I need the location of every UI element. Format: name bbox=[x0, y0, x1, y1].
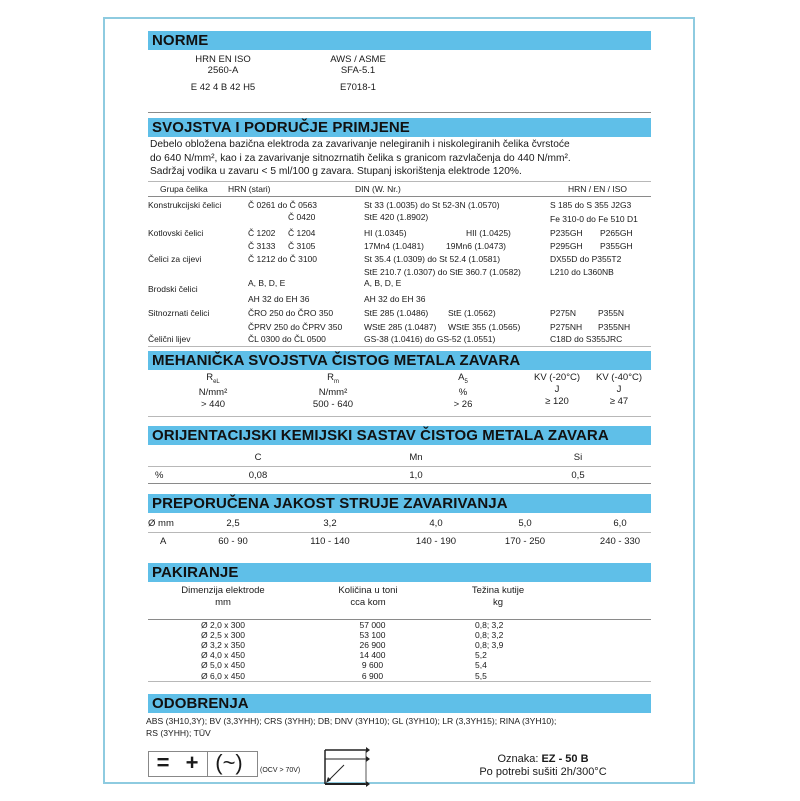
packing-col-qty bbox=[318, 585, 418, 609]
packing-col-dim bbox=[163, 585, 283, 609]
packing-row bbox=[148, 671, 651, 681]
chem-value: 0,08 bbox=[248, 469, 268, 481]
current-diameter: 4,0 bbox=[429, 517, 443, 529]
datasheet bbox=[148, 31, 651, 789]
steel-group: Kotlovski čelici bbox=[148, 227, 204, 238]
current-amps: 60 - 90 bbox=[218, 535, 248, 547]
mech-value: ≥ 120 bbox=[545, 395, 569, 407]
chem-element: C bbox=[254, 451, 262, 463]
mech-subscript: 5 bbox=[464, 378, 468, 385]
packing-qty: 57 000 bbox=[359, 619, 386, 630]
steel-table-body bbox=[148, 197, 651, 342]
steel-iso: P275N bbox=[550, 307, 576, 318]
packing-header bbox=[148, 582, 651, 619]
packing-weight: 0,8; 3,2 bbox=[475, 629, 504, 640]
dc-current-icon: = bbox=[156, 749, 170, 775]
packing-col-weight bbox=[458, 585, 538, 609]
current-amp-label: A bbox=[160, 535, 167, 547]
norme-hrn-value: E 42 4 B 42 H5 bbox=[190, 82, 256, 93]
description bbox=[148, 137, 651, 181]
current-diameter: 3,2 bbox=[323, 517, 337, 529]
description-line: Sadržaj vodika u zavaru < 5 ml/100 g zavara. Stupanj iskorištenja elektrode 120%. bbox=[150, 166, 522, 177]
section-odobrenja-title: ODOBRENJA bbox=[148, 694, 651, 713]
mech-value: > 26 bbox=[453, 399, 473, 411]
mech-unit: N/mm² bbox=[318, 387, 348, 399]
current-diameter: 2,5 bbox=[226, 517, 240, 529]
section-mehanicka-title: MEHANIČKA SVOJSTVA ČISTOG METALA ZAVARA bbox=[148, 351, 651, 370]
mech-unit: J bbox=[554, 383, 560, 395]
steel-hrn: Č 0420 bbox=[288, 211, 316, 222]
steel-din: StE 285 (1.0486) bbox=[364, 307, 429, 318]
mech-symbol: A bbox=[458, 371, 465, 383]
ac-current-icon: (~) bbox=[215, 749, 243, 775]
col-header-iso: HRN / EN / ISO bbox=[568, 183, 628, 194]
packing-row bbox=[148, 640, 651, 650]
mech-unit: J bbox=[616, 383, 622, 395]
steel-din: St 33 (1.0035) do St 52-3N (1.0570) bbox=[364, 199, 500, 210]
section-kemijski-title: ORIJENTACIJSKI KEMIJSKI SASTAV ČISTOG METALA ZAVARA bbox=[148, 426, 651, 445]
steel-group: Čelični lijev bbox=[148, 333, 191, 344]
packing-row bbox=[148, 650, 651, 660]
mech-unit: % bbox=[458, 387, 468, 399]
packing-row bbox=[148, 660, 651, 670]
divider bbox=[148, 532, 651, 533]
packing-weight: 5,4 bbox=[475, 660, 487, 671]
chem-value: 1,0 bbox=[409, 469, 423, 481]
packing-qty: 26 900 bbox=[359, 639, 386, 650]
packing-qty: 9 600 bbox=[361, 660, 384, 671]
steel-din: HI (1.0345) bbox=[364, 227, 407, 238]
steel-group: Sitnozrnati čelici bbox=[148, 307, 210, 318]
mech-symbol: KV (-40°C) bbox=[595, 371, 643, 383]
steel-din: WStE 355 (1.0565) bbox=[448, 321, 521, 332]
packing-dim: Ø 4,0 x 450 bbox=[201, 650, 245, 661]
packing-col-title: Dimenzija elektrode bbox=[181, 584, 265, 596]
steel-iso: P355NH bbox=[598, 321, 631, 332]
designation-value: EZ - 50 B bbox=[541, 752, 589, 765]
mech-col-rel bbox=[178, 372, 248, 412]
packing-weight: 0,8; 3,9 bbox=[475, 639, 504, 650]
steel-table-header bbox=[148, 182, 651, 196]
mech-subscript: m bbox=[333, 378, 339, 385]
norme-aws-standard: SFA-5.1 bbox=[340, 65, 376, 76]
steel-din: StE 420 (1.8902) bbox=[364, 211, 429, 222]
steel-hrn: Č 3105 bbox=[288, 240, 316, 251]
steel-iso: P235GH bbox=[550, 227, 583, 238]
footer bbox=[148, 739, 651, 789]
steel-iso: DX55D do P355T2 bbox=[550, 253, 622, 264]
section-struja-title: PREPORUČENA JAKOST STRUJE ZAVARIVANJA bbox=[148, 494, 651, 513]
steel-iso: Fe 310-0 do Fe 510 D1 bbox=[550, 213, 638, 224]
drying-note: Po potrebi sušiti 2h/300°C bbox=[479, 765, 607, 778]
norme-hrn-standard: 2560-A bbox=[207, 65, 239, 76]
mech-symbol: R bbox=[327, 371, 334, 383]
steel-hrn: Č 3133 bbox=[248, 240, 276, 251]
designation-block bbox=[458, 753, 628, 779]
mech-col-kv40 bbox=[588, 372, 650, 408]
chem-row-label: % bbox=[155, 469, 164, 481]
norme-hrn-title: HRN EN ISO bbox=[195, 54, 251, 65]
ocv-note: (OCV > 70V) bbox=[260, 766, 301, 774]
chem-element: Mn bbox=[409, 451, 423, 463]
approvals-line: RS (3YHH); TÜV bbox=[146, 727, 211, 738]
packing-col-unit: mm bbox=[215, 596, 231, 608]
steel-din: GS-38 (1.0416) do GS-52 (1.0551) bbox=[364, 333, 496, 344]
chem-element: Si bbox=[573, 451, 583, 463]
steel-group: Čelici za cijevi bbox=[148, 253, 202, 264]
welding-positions-icon bbox=[322, 747, 370, 787]
steel-hrn: Č 1202 bbox=[248, 227, 276, 238]
norme-section bbox=[148, 50, 651, 112]
steel-group: Konstrukcijski čelici bbox=[148, 199, 222, 210]
current-amps: 110 - 140 bbox=[310, 535, 350, 547]
mech-unit: N/mm² bbox=[198, 387, 228, 399]
packing-qty: 6 900 bbox=[361, 670, 384, 681]
col-header-hrn: HRN (stari) bbox=[228, 183, 271, 194]
divider bbox=[148, 466, 651, 467]
packing-weight: 5,5 bbox=[475, 670, 487, 681]
steel-din: 19Mn6 (1.0473) bbox=[446, 240, 507, 251]
mech-value: > 440 bbox=[200, 399, 226, 411]
packing-weight: 0,8; 3,2 bbox=[475, 619, 504, 630]
current-diameter-label: Ø mm bbox=[148, 517, 174, 529]
steel-din: A, B, D, E bbox=[364, 277, 402, 288]
welding-current bbox=[148, 513, 651, 563]
chem-value: 0,5 bbox=[571, 469, 585, 481]
steel-hrn: ČL 0300 do ČL 0500 bbox=[248, 333, 326, 344]
steel-hrn: Č 0261 do Č 0563 bbox=[248, 199, 317, 210]
steel-din: StE 210.7 (1.0307) do StE 360.7 (1.0582) bbox=[364, 266, 521, 277]
steel-group: Brodski čelici bbox=[148, 283, 198, 294]
approvals-line: ABS (3H10,3Y); BV (3,3YHH); CRS (3YHH); DB; DNV (3YH10); GL (3YH10); LR (3,3YH15); RINA (3YH10); bbox=[146, 715, 557, 726]
section-pakiranje-title: PAKIRANJE bbox=[148, 563, 651, 582]
steel-din: 17Mn4 (1.0481) bbox=[364, 240, 425, 251]
polarity-box bbox=[148, 751, 258, 777]
current-amps: 240 - 330 bbox=[599, 535, 641, 547]
packing-dim: Ø 6,0 x 450 bbox=[201, 670, 245, 681]
section-svojstva-title: SVOJSTVA I PODRUČJE PRIMJENE bbox=[148, 118, 651, 137]
norme-aws-value: E7018-1 bbox=[340, 82, 376, 93]
packing-rows bbox=[148, 620, 651, 681]
description-line: do 640 N/mm², kao i za zavarivanje sitnozrnatih čelika s granicom razvlačenja do 440 N/mm². bbox=[150, 152, 571, 164]
mech-symbol: R bbox=[206, 371, 214, 383]
norme-aws bbox=[308, 54, 408, 93]
col-header-din: DIN (W. Nr.) bbox=[355, 183, 401, 194]
packing-qty: 53 100 bbox=[359, 629, 386, 640]
current-diameter: 6,0 bbox=[613, 517, 627, 529]
packing-dim: Ø 5,0 x 450 bbox=[201, 660, 245, 671]
packing-dim: Ø 3,2 x 350 bbox=[201, 639, 245, 650]
description-line: Debelo obložena bazična elektroda za zavarivanje nelegiranih i niskolegiranih čelika čvrstoće bbox=[150, 139, 570, 150]
packing-col-title: Težina kutije bbox=[471, 584, 525, 596]
approvals-list bbox=[146, 713, 651, 739]
packing-weight: 5,2 bbox=[475, 650, 487, 661]
current-diameter: 5,0 bbox=[518, 517, 532, 529]
steel-din: St 35.4 (1.0309) do St 52.4 (1.0581) bbox=[364, 253, 501, 264]
norme-aws-title: AWS / ASME bbox=[330, 54, 386, 65]
packing-dim: Ø 2,5 x 300 bbox=[201, 629, 245, 640]
steel-iso: P265GH bbox=[600, 227, 633, 238]
mech-subscript: eL bbox=[213, 378, 220, 385]
steel-din: WStE 285 (1.0487) bbox=[364, 321, 437, 332]
section-norme-title: NORME bbox=[148, 31, 651, 50]
steel-din: AH 32 do EH 36 bbox=[364, 293, 426, 304]
steel-hrn: Č 1212 do Č 3100 bbox=[248, 253, 317, 264]
mech-col-a5 bbox=[443, 372, 483, 412]
steel-din: HII (1.0425) bbox=[466, 227, 511, 238]
packing-col-unit: kg bbox=[492, 596, 504, 608]
steel-iso: P275NH bbox=[550, 321, 583, 332]
positive-polarity-icon: + bbox=[177, 752, 208, 776]
steel-iso: S 185 do S 355 J2G3 bbox=[550, 199, 632, 210]
current-amps: 170 - 250 bbox=[504, 535, 546, 547]
mech-value: 500 - 640 bbox=[312, 399, 354, 411]
current-amps: 140 - 190 bbox=[415, 535, 457, 547]
steel-hrn: Č 1204 bbox=[288, 227, 316, 238]
steel-hrn: ČPRV 250 do ČPRV 350 bbox=[248, 321, 343, 332]
steel-iso: P295GH bbox=[550, 240, 583, 251]
mech-symbol: KV (-20°C) bbox=[533, 371, 581, 383]
mech-value: ≥ 47 bbox=[609, 395, 629, 407]
packing-col-title: Količina u toni bbox=[338, 584, 398, 596]
steel-iso: L210 do L360NB bbox=[550, 266, 614, 277]
designation-label: Oznaka: bbox=[497, 752, 542, 765]
steel-hrn: AH 32 do EH 36 bbox=[248, 293, 310, 304]
col-header-group: Grupa čelika bbox=[160, 183, 208, 194]
mechanical-properties bbox=[148, 370, 651, 416]
packing-row bbox=[148, 630, 651, 640]
packing-dim: Ø 2,0 x 300 bbox=[201, 619, 245, 630]
chemical-composition bbox=[148, 445, 651, 483]
mech-col-kv20 bbox=[526, 372, 588, 408]
steel-din: StE (1.0562) bbox=[448, 307, 496, 318]
mech-col-rm bbox=[298, 372, 368, 412]
packing-col-unit: cca kom bbox=[350, 596, 386, 608]
steel-iso: P355N bbox=[598, 307, 624, 318]
steel-hrn: A, B, D, E bbox=[248, 277, 286, 288]
steel-iso: P355GH bbox=[600, 240, 633, 251]
steel-hrn: ČRO 250 do ČRO 350 bbox=[248, 307, 334, 318]
norme-hrn bbox=[168, 54, 278, 93]
packing-qty: 14 400 bbox=[359, 650, 386, 661]
packing-row bbox=[148, 620, 651, 630]
steel-iso: C18D do S355JRC bbox=[550, 333, 623, 344]
